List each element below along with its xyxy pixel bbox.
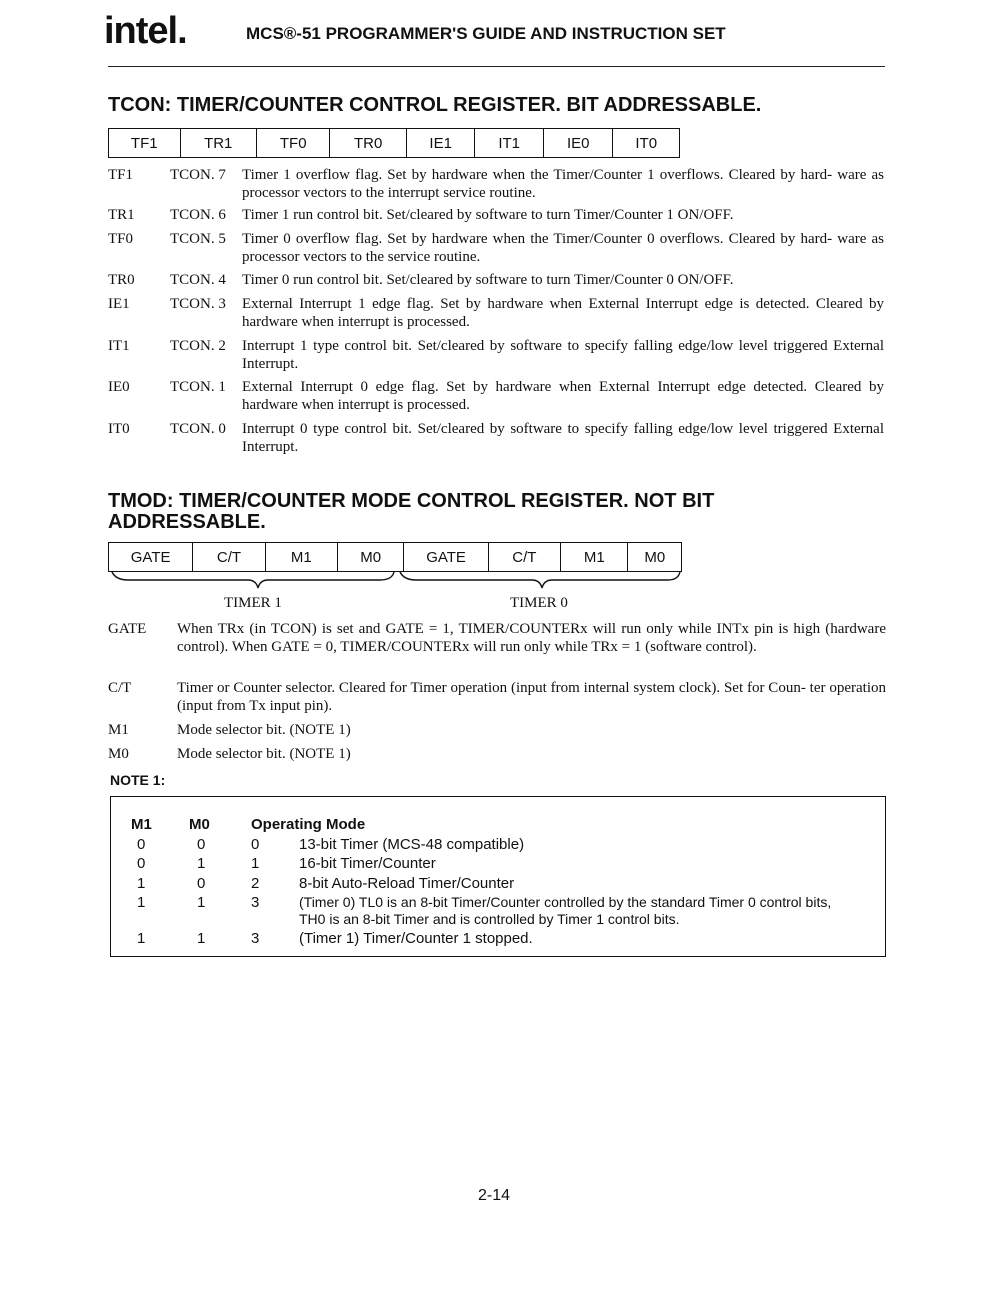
tmod-def-m1 (108, 721, 886, 739)
def-desc: External Interrupt 1 edge flag. Set by hardware when External Interrupt edge is detected. Cleared by hardware when interrupt is processed. (242, 296, 884, 330)
row2-m1: 1 (137, 875, 146, 892)
def-desc: Timer 1 overflow flag. Set by hardware when the Timer/Counter 1 overflows. Cleared by hard- ware as processor vectors to the interrupt service routine. (242, 167, 884, 201)
def-desc: Mode selector bit. (NOTE 1) (177, 722, 351, 738)
tmod-bit-gate-t1: GATE (109, 543, 193, 571)
def-name: M0 (108, 746, 129, 762)
tcon-section-title: TCON: TIMER/COUNTER CONTROL REGISTER. BIT ADDRESSABLE. (108, 94, 762, 116)
def-name: IE1 (108, 296, 130, 312)
def-name: IE0 (108, 379, 130, 395)
intel-logo: intel. (104, 10, 187, 52)
header-title: MCS®-51 PROGRAMMER'S GUIDE AND INSTRUCTION SET (246, 24, 726, 43)
tcon-def-it0 (108, 420, 884, 456)
tcon-bit-tr1: TR1 (181, 129, 257, 157)
row3-m1: 1 (137, 894, 146, 911)
tmod-bit-m0-t0: M0 (644, 548, 666, 566)
row3-mode: 3 (251, 894, 260, 911)
def-name: TF0 (108, 231, 134, 247)
def-bit: TCON. 2 (170, 338, 226, 354)
timer1-brace (112, 572, 394, 588)
row4-mode: 3 (251, 930, 260, 947)
row0-desc: 13-bit Timer (MCS-48 compatible) (299, 836, 525, 853)
def-desc: Timer or Counter selector. Cleared for Timer operation (input from internal system clock). Set for Coun- ter operation (input from Tx input pin). (177, 680, 886, 714)
def-name: TR1 (108, 207, 135, 223)
row0-mode: 0 (251, 836, 260, 853)
row3-m0: 1 (197, 894, 206, 911)
def-name: GATE (108, 621, 147, 637)
tcon-bit-ie1: IE1 (407, 129, 476, 157)
def-desc: Timer 0 run control bit. Set/cleared by software to turn Timer/Counter 0 ON/OFF. (242, 272, 734, 288)
header-operating-mode: Operating Mode (251, 816, 366, 833)
row1-m1: 0 (137, 855, 146, 872)
def-desc: Mode selector bit. (NOTE 1) (177, 746, 351, 762)
tmod-title-line2: ADDRESSABLE. (108, 511, 266, 533)
def-name: TR0 (108, 272, 135, 288)
tmod-bit-m1-t1: M1 (266, 543, 338, 571)
note-label: NOTE 1: (110, 772, 166, 788)
row2-m0: 0 (197, 875, 206, 892)
timer-braces (108, 570, 684, 592)
def-desc: Interrupt 0 type control bit. Set/cleared by software to specify falling edge/low level triggered External Interrupt. (242, 421, 884, 455)
def-bit: TCON. 5 (170, 231, 226, 247)
def-desc: Timer 0 overflow flag. Set by hardware when the Timer/Counter 0 overflows. Cleared by hard- ware as processor vectors to the service routine. (242, 231, 884, 265)
def-name: M1 (108, 722, 129, 738)
tmod-bit-ct-t0: C/T (489, 543, 561, 571)
def-bit: TCON. 4 (170, 272, 226, 288)
tmod-def-gate (108, 620, 886, 674)
def-bit: TCON. 6 (170, 207, 226, 223)
def-bit: TCON. 0 (170, 421, 226, 437)
row3-desc: (Timer 0) TL0 is an 8-bit Timer/Counter controlled by the standard Timer 0 control bits, TH0 is an 8-bit Timer and is controlled by Timer 1 control bits. (299, 894, 832, 927)
tcon-def-ie1 (108, 295, 884, 331)
tmod-bit-ct-t1: C/T (193, 543, 265, 571)
timer0-label: TIMER 0 (510, 595, 568, 611)
row2-mode: 2 (251, 875, 260, 892)
def-bit: TCON. 3 (170, 296, 226, 312)
tcon-def-it1 (108, 337, 884, 373)
def-desc: Interrupt 1 type control bit. Set/cleared by software to specify falling edge/low level triggered External Interrupt. (242, 338, 884, 372)
def-name: IT1 (108, 338, 130, 354)
row0-m1: 0 (137, 836, 146, 853)
def-desc: When TRx (in TCON) is set and GATE = 1, TIMER/COUNTERx will run only while INTx pin is high (hardware control). When GATE = 0, TIMER/COUNTERx will run only while TRx = 1 (software control). (177, 621, 886, 655)
def-desc: Timer 1 run control bit. Set/cleared by software to turn Timer/Counter 1 ON/OFF. (242, 207, 734, 223)
def-bit: TCON. 7 (170, 167, 226, 183)
tcon-def-tr1 (108, 206, 884, 224)
tmod-bit-m1-t0: M1 (561, 543, 628, 571)
tmod-def-m0 (108, 745, 886, 763)
tcon-bit-it1: IT1 (475, 129, 544, 157)
tcon-bit-it0: IT0 (635, 134, 658, 152)
row1-m0: 1 (197, 855, 206, 872)
def-name: TF1 (108, 167, 134, 183)
tmod-register (108, 542, 682, 572)
timer1-label: TIMER 1 (224, 595, 282, 611)
header-m1: M1 (131, 816, 152, 833)
tcon-def-tf1 (108, 166, 884, 202)
header-m0: M0 (189, 816, 210, 833)
tmod-bit-gate-t0: GATE (404, 543, 488, 571)
def-name: C/T (108, 680, 132, 696)
operating-mode-table (110, 796, 886, 957)
row2-desc: 8-bit Auto-Reload Timer/Counter (299, 875, 515, 892)
def-name: IT0 (108, 421, 130, 437)
tcon-bit-tf0: TF0 (257, 129, 330, 157)
tcon-bit-ie0: IE0 (544, 129, 614, 157)
tcon-register (108, 128, 680, 158)
row1-desc: 16-bit Timer/Counter (299, 855, 436, 872)
tcon-def-tr0 (108, 271, 884, 289)
def-desc: External Interrupt 0 edge flag. Set by hardware when External Interrupt edge detected. Cleared by hardware when interrupt is processed. (242, 379, 884, 413)
tmod-title-line1: TMOD: TIMER/COUNTER MODE CONTROL REGISTER. NOT BIT (108, 490, 715, 512)
page-number: 2-14 (478, 1187, 511, 1204)
tcon-bit-tf1: TF1 (109, 129, 181, 157)
row4-m1: 1 (137, 930, 146, 947)
tcon-def-tf0 (108, 230, 884, 266)
tmod-bit-m0-t1: M0 (338, 543, 404, 571)
def-bit: TCON. 1 (170, 379, 226, 395)
tmod-def-ct (108, 679, 886, 715)
row4-m0: 1 (197, 930, 206, 947)
tcon-bit-tr0: TR0 (330, 129, 406, 157)
tcon-def-ie0 (108, 378, 884, 414)
header-rule (108, 66, 885, 67)
tmod-section-title (108, 491, 714, 533)
row4-desc: (Timer 1) Timer/Counter 1 stopped. (299, 930, 533, 947)
row0-m0: 0 (197, 836, 206, 853)
timer0-brace (400, 572, 680, 588)
row1-mode: 1 (251, 855, 260, 872)
